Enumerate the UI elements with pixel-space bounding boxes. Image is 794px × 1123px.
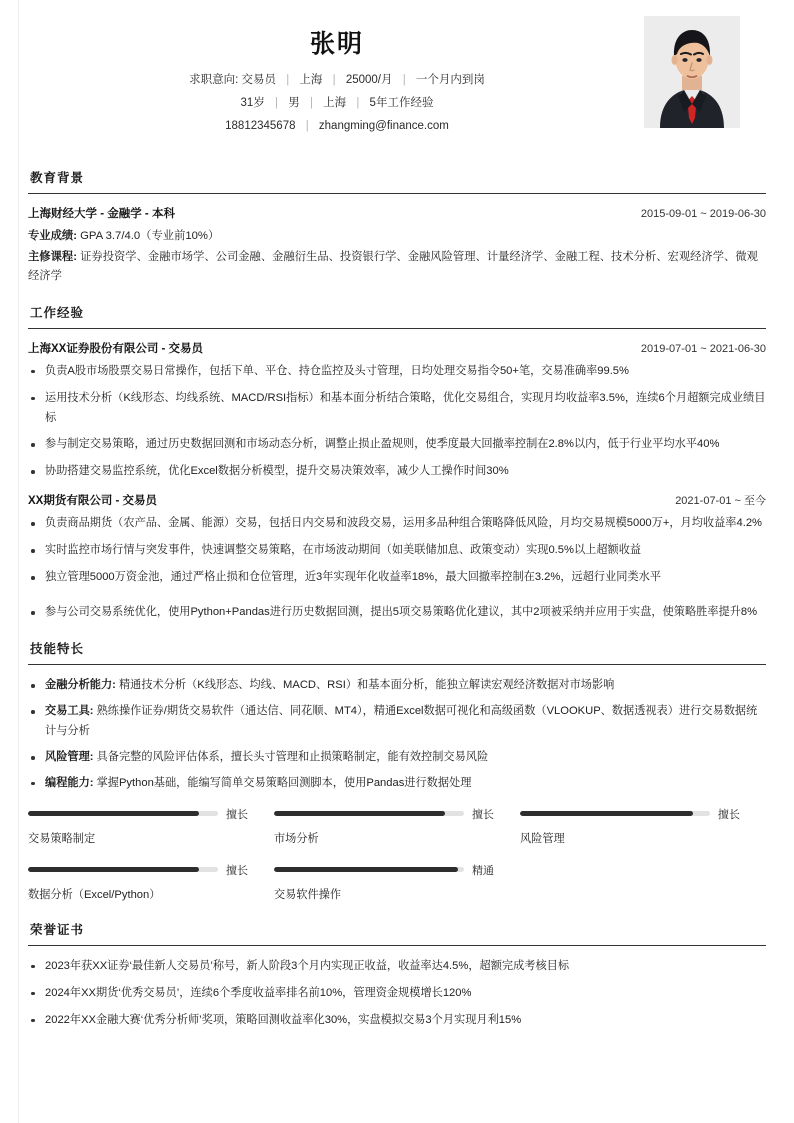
- work-company: XX期货有限公司 - 交易员: [28, 495, 158, 508]
- work-company: 上海XX证券股份有限公司 - 交易员: [28, 342, 204, 355]
- list-item: [28, 748, 766, 768]
- phone-number: 18812345678: [225, 119, 296, 132]
- objective-item-1: 上海: [299, 74, 323, 86]
- skill-bar-grid: [28, 806, 766, 918]
- skill-bar-level: 擅长: [225, 808, 248, 821]
- skill-bar-cell: [520, 806, 766, 846]
- skill-bar-row: [274, 806, 494, 822]
- skill-bar-label: 市场分析: [273, 832, 319, 845]
- list-item: 协助搭建交易监控系统，优化Excel数据分析模型，提升交易决策效率，减少人工操作时间30%: [28, 462, 766, 482]
- list-item: 独立管理5000万资金池，通过严格止损和仓位管理，近3年实现年化收益率18%，最大回撤率控制在3.2%，远超行业同类水平: [28, 568, 766, 588]
- skill-text: 具备完整的风险评估体系，擅长头寸管理和止损策略制定，能有效控制交易风险: [96, 750, 489, 763]
- divider-icon: |: [356, 96, 360, 109]
- divider-icon: |: [332, 74, 336, 86]
- objective-label: 求职意向:: [189, 74, 239, 86]
- list-item: 运用技术分析（K线形态、均线系统、MACD/RSI指标）和基本面分析结合策略，优化交易组合，实现月均收益率3.5%，连续6个月超额完成业绩目标: [28, 389, 766, 429]
- skill-bar-cell-empty: [520, 862, 766, 902]
- skill-bar-fill: [274, 867, 458, 872]
- objective-line: [28, 74, 646, 88]
- skill-bar-fill: [28, 811, 199, 816]
- section-honors: [0, 920, 794, 1031]
- skill-bar-fill: [28, 867, 199, 872]
- skill-bar-level: 擅长: [471, 808, 494, 821]
- list-item: 实时监控市场行情与突发事件，快速调整交易策略，在市场波动期间（如美联储加息、政策变动）实现0.5%以上超额收益: [28, 541, 766, 561]
- work-entry-head: [28, 340, 766, 356]
- contact-line: [28, 120, 646, 134]
- skill-bar-track: [274, 867, 464, 872]
- divider-icon: |: [309, 96, 313, 109]
- skill-bar-label: 交易策略制定: [28, 832, 96, 845]
- objective-item-0: 交易员: [241, 74, 276, 86]
- skills-bullet-list: [28, 676, 766, 794]
- skill-bar-level: 擅长: [717, 808, 740, 821]
- skill-bar-fill: [274, 811, 445, 816]
- avatar: [644, 16, 740, 128]
- personal-item-2: 上海: [323, 96, 347, 109]
- work-date: 2019-07-01 ~ 2021-06-30: [640, 342, 766, 355]
- objective-item-2: 25000/月: [345, 74, 393, 86]
- honors-bullet-list: [28, 957, 766, 1031]
- skill-bar-label: 数据分析（Excel/Python）: [28, 888, 161, 901]
- list-item: 负责A股市场股票交易日常操作，包括下单、平仓、持仓监控及头寸管理，日均处理交易指令50+笔，交易准确率99.5%: [28, 362, 766, 382]
- list-item: 参与制定交易策略，通过历史数据回测和市场动态分析，调整止损止盈规则，使季度最大回撤率控制在2.8%以内，低于行业平均水平40%: [28, 435, 766, 455]
- skill-bar-row: [274, 862, 494, 878]
- skill-text: 掌握Python基础，能编写简单交易策略回测脚本，使用Pandas进行数据处理: [96, 776, 472, 789]
- list-item: [28, 702, 766, 742]
- skill-bar-track: [28, 867, 218, 872]
- list-item: 2024年XX期货‘优秀交易员’，连续6个季度收益率排名前10%，管理资金规模增长120%: [28, 984, 766, 1004]
- skill-label: 金融分析能力:: [45, 679, 116, 692]
- skill-bar-cell: [28, 806, 274, 846]
- objective-item-3: 一个月内到岗: [415, 74, 485, 86]
- skill-bar-cell: [28, 862, 274, 902]
- divider-icon: |: [286, 74, 290, 86]
- section-work-experience: [0, 303, 794, 623]
- skill-bar-label: 风险管理: [519, 832, 565, 845]
- education-courses-label: 主修课程:: [28, 250, 77, 263]
- skill-bar-cell: [274, 806, 520, 846]
- education-courses-line: [28, 248, 766, 287]
- list-item: [28, 774, 766, 794]
- skill-bar-row: [28, 862, 248, 878]
- skill-bar-level: 擅长: [225, 864, 248, 877]
- skill-bar-track: [28, 811, 218, 816]
- education-gpa-line: [28, 227, 766, 246]
- education-date: 2015-09-01 ~ 2019-06-30: [640, 208, 766, 221]
- skill-label: 风险管理:: [45, 750, 94, 763]
- section-skills: [0, 639, 794, 918]
- education-gpa-label: 专业成绩:: [28, 230, 77, 243]
- work-entry: [28, 492, 766, 623]
- work-date: 2021-07-01 ~ 至今: [675, 495, 766, 508]
- education-entry: [28, 205, 766, 286]
- work-bullet-list: [28, 514, 766, 623]
- personal-item-3: 5年工作经验: [369, 96, 434, 109]
- skill-label: 编程能力:: [45, 776, 94, 789]
- personal-line: [28, 97, 646, 111]
- list-item: 2023年获XX证券‘最佳新人交易员’称号，新人阶段3个月内实现正收益，收益率达4.5%，超额完成考核目标: [28, 957, 766, 977]
- education-courses-value: 证券投资学、金融市场学、公司金融、金融衍生品、投资银行学、金融风险管理、计量经济学、金融工程、技术分析、宏观经济学、微观经济学: [28, 250, 758, 283]
- resume-header: [0, 0, 794, 152]
- divider-icon: |: [275, 96, 279, 109]
- list-item: 参与公司交易系统优化，使用Python+Pandas进行历史数据回测，提出5项交易策略优化建议，其中2项被采纳并应用于实盘，使策略胜率提升8%: [28, 603, 766, 623]
- education-school: 上海财经大学 - 金融学 - 本科: [28, 208, 175, 221]
- skill-text: 熟练操作证券/期货交易软件（通达信、同花顺、MT4），精通Excel数据可视化和高级函数（VLOOKUP、数据透视表）进行交易数据统计与分析: [45, 705, 758, 737]
- education-entry-head: [28, 205, 766, 221]
- avatar-portrait-icon: [644, 16, 740, 128]
- work-entry-head: [28, 492, 766, 508]
- list-item: 负责商品期货（农产品、金属、能源）交易，包括日内交易和波段交易，运用多品种组合策略降低风险，月均交易规模5000万+，月均收益率4.2%: [28, 514, 766, 534]
- list-item: 2022年XX金融大赛‘优秀分析师’奖项，策略回测收益率化30%，实盘模拟交易3个月实现月利15%: [28, 1011, 766, 1031]
- skill-bar-cell: [274, 862, 520, 902]
- divider-icon: |: [305, 119, 309, 132]
- section-title-honors: 荣誉证书: [28, 920, 766, 946]
- skill-bar-row: [28, 806, 248, 822]
- left-gutter-rule: [18, 0, 19, 1123]
- personal-item-0: 31岁: [240, 96, 265, 109]
- email-address: zhangming@finance.com: [318, 119, 449, 132]
- section-education: [0, 168, 794, 286]
- skill-bar-track: [520, 811, 710, 816]
- skill-bar-track: [274, 811, 464, 816]
- skill-text: 精通技术分析（K线形态、均线、MACD、RSI）和基本面分析，能独立解读宏观经济数据对市场影响: [118, 679, 615, 692]
- skill-bar-fill: [520, 811, 693, 816]
- section-title-education: 教育背景: [28, 168, 766, 194]
- list-item: [28, 676, 766, 696]
- education-gpa-value: GPA 3.7/4.0（专业前10%）: [80, 230, 220, 243]
- personal-item-1: 男: [288, 96, 300, 109]
- work-bullet-list: [28, 362, 766, 483]
- work-entry: [28, 340, 766, 483]
- skill-bar-label: 交易软件操作: [273, 888, 342, 901]
- skill-bar-level: 精通: [471, 864, 494, 877]
- section-title-skills: 技能特长: [28, 639, 766, 665]
- section-title-work: 工作经验: [28, 303, 766, 329]
- skill-label: 交易工具:: [45, 705, 94, 718]
- page-title: 张明: [309, 30, 364, 58]
- divider-icon: |: [402, 74, 406, 86]
- skill-bar-row: [520, 806, 740, 822]
